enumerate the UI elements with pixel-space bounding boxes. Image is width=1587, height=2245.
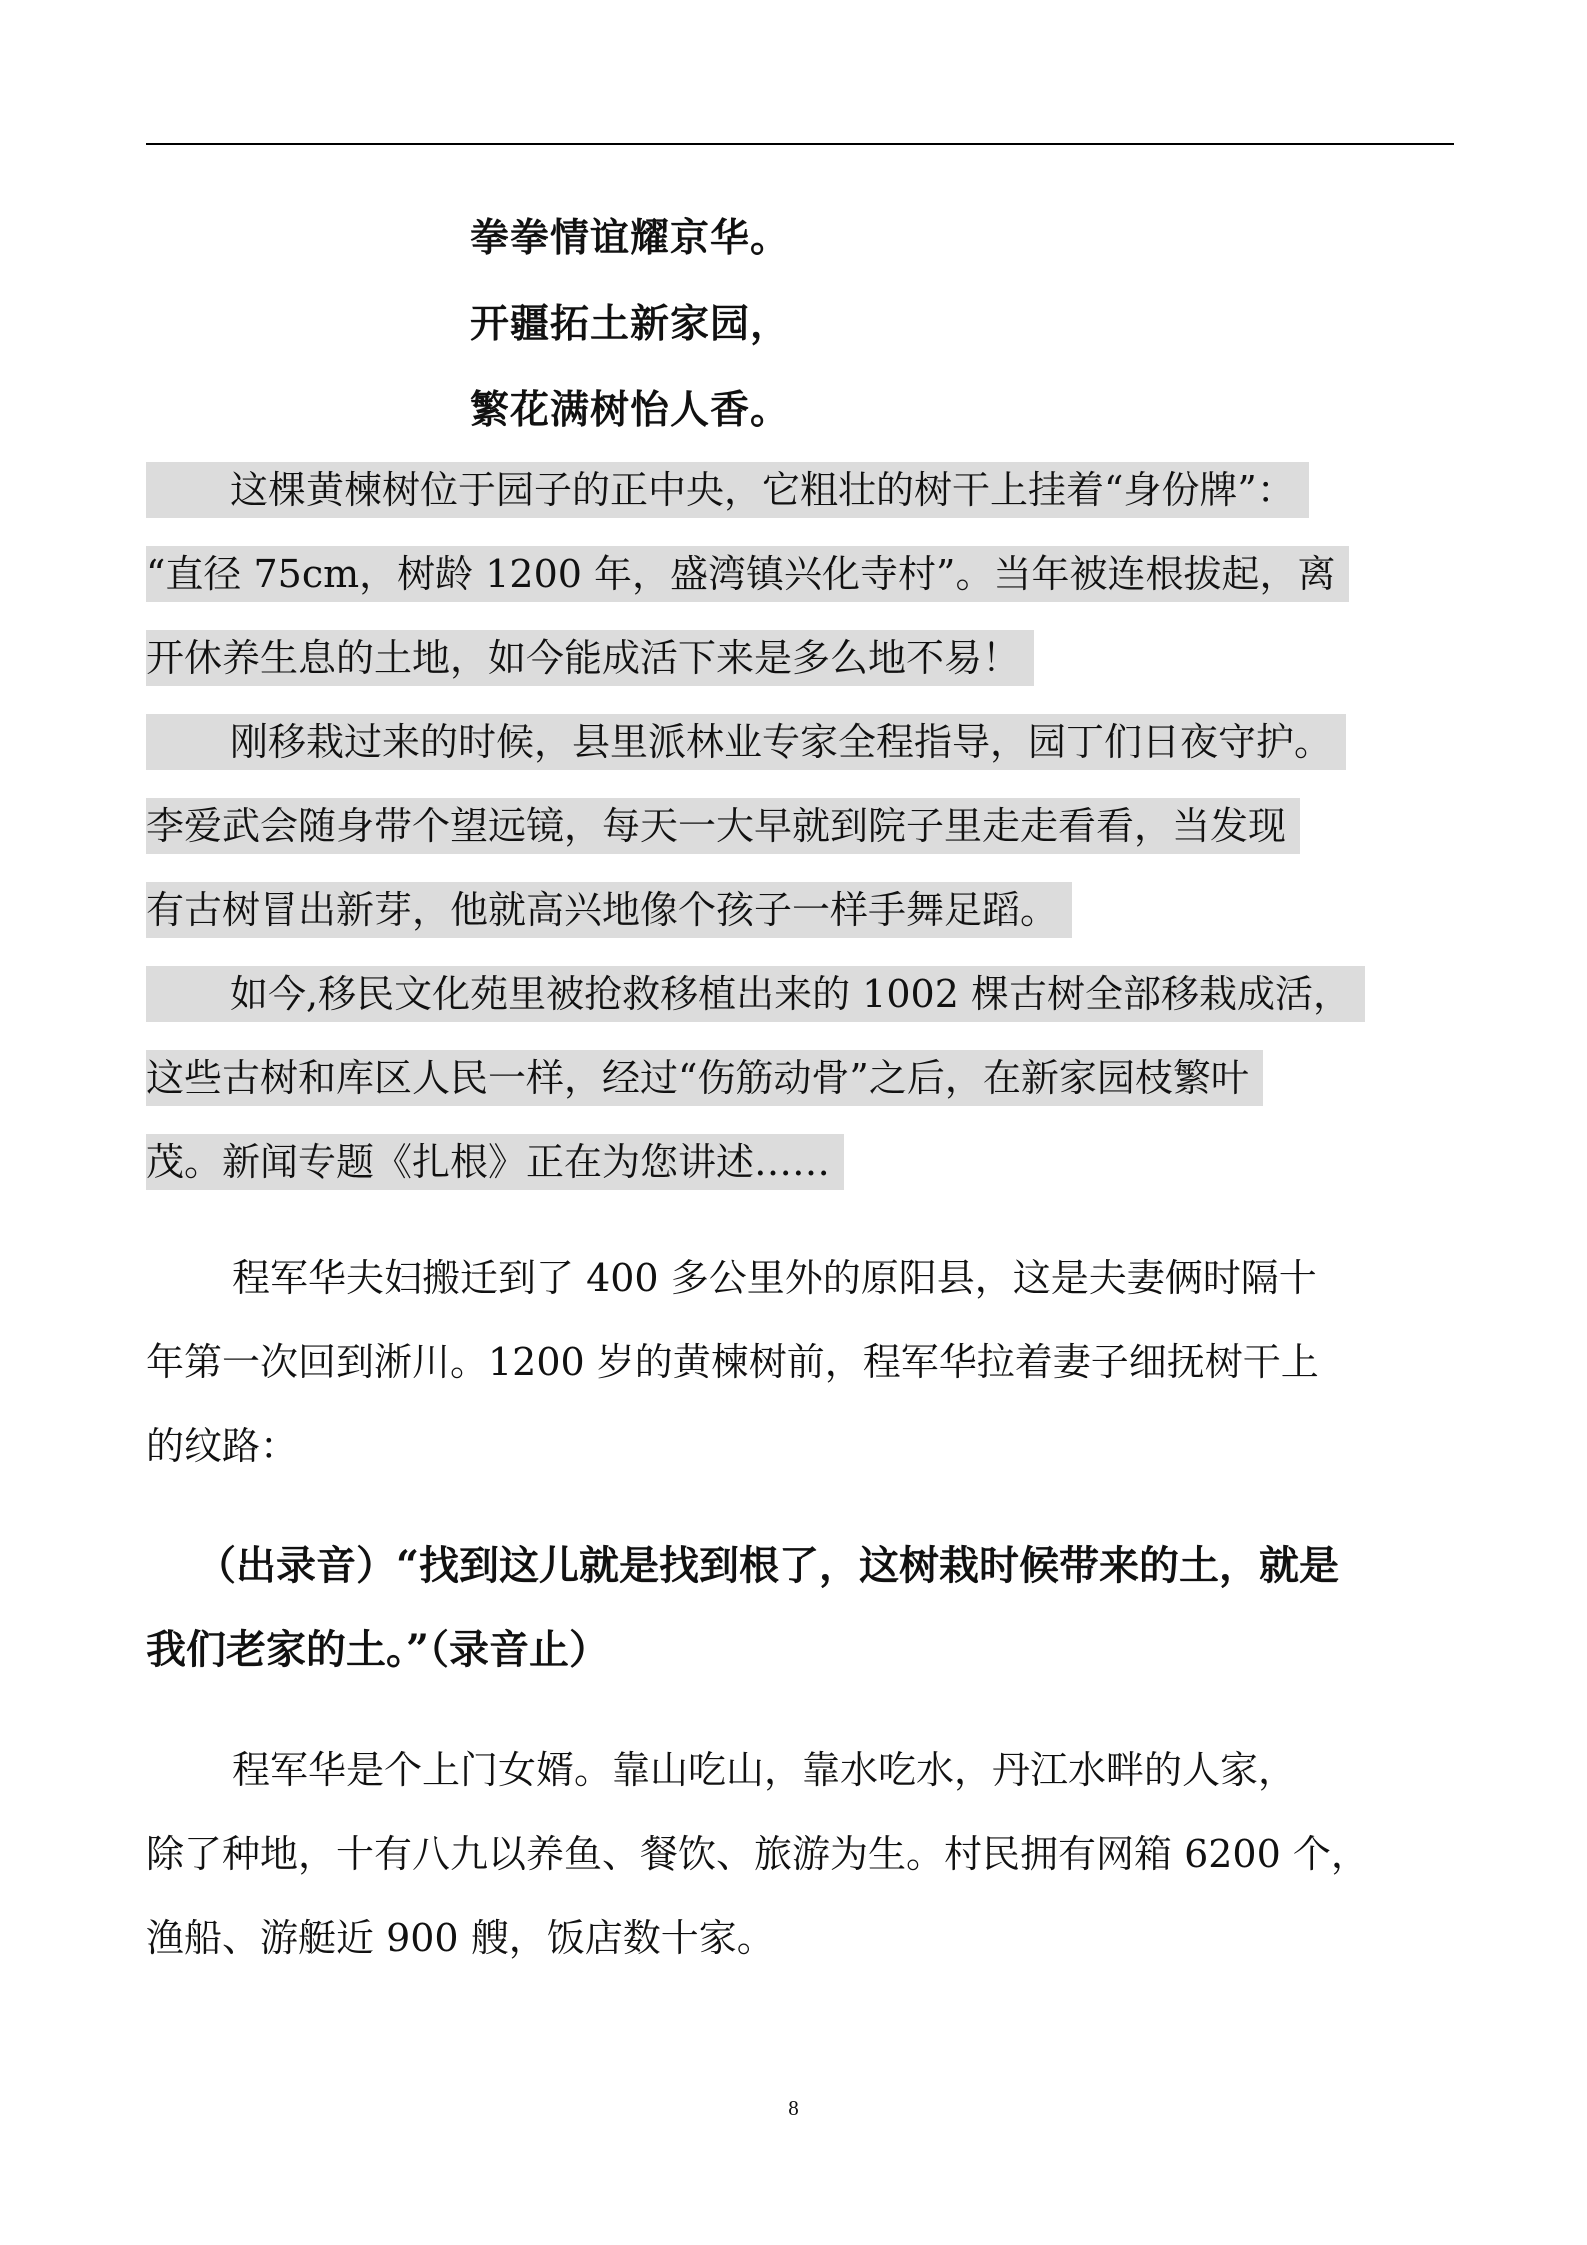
paragraph-line: [146, 868, 1346, 952]
page-number: 8: [788, 2096, 799, 2120]
paragraph-line: [146, 532, 1349, 616]
paragraph-line-text: 开休养生息的土地，如今能成活下来是多么地不易！: [146, 630, 1034, 686]
paragraph-line-text: 刚移栽过来的时候，县里派林业专家全程指导，园丁们日夜守护。: [146, 714, 1346, 770]
paragraph-line: 程军华是个上门女婿。靠山吃山，靠水吃水，丹江水畔的人家，: [232, 1748, 1297, 1792]
quote-line: 我们老家的土。”（录音止）: [146, 1626, 610, 1673]
paragraph-line: 渔船、游艇近 900 艘，饭店数十家。: [146, 1916, 775, 1960]
recording-quote: [146, 1524, 1339, 1692]
paragraph-line-text: 有古树冒出新芽，他就高兴地像个孩子一样手舞足蹈。: [146, 882, 1072, 938]
paragraph-line: 的纹路：: [146, 1424, 299, 1468]
paragraph-line: [146, 700, 1346, 784]
paragraph-line: [146, 952, 1365, 1036]
paragraph-line: [146, 616, 1349, 700]
paragraph-line-text: 如今,移民文化苑里被抢救移植出来的 1002 棵古树全部移栽成活，: [146, 966, 1365, 1022]
paragraph-line-text: 李爱武会随身带个望远镜，每天一大早就到院子里走走看看，当发现: [146, 798, 1300, 854]
paragraph-line: [146, 784, 1346, 868]
paragraph-line: [146, 448, 1349, 532]
highlighted-paragraph-2: [146, 700, 1346, 952]
paragraph-line-text: “直径 75cm，树龄 1200 年，盛湾镇兴化寺村”。当年被连根拔起，离: [146, 546, 1349, 602]
poem-line: 繁花满树怡人香。: [470, 387, 791, 433]
paragraph-line: 除了种地，十有八九以养鱼、餐饮、旅游为生。村民拥有网箱 6200 个，: [146, 1832, 1369, 1876]
paragraph-line-text: 茂。新闻专题《扎根》正在为您讲述……: [146, 1134, 844, 1190]
poem: [470, 195, 790, 453]
highlighted-paragraph-3: [146, 952, 1365, 1204]
paragraph-line: 程军华夫妇搬迁到了 400 多公里外的原阳县，这是夫妻俩时隔十: [232, 1256, 1317, 1300]
paragraph-line: [146, 1036, 1365, 1120]
paragraph-line: [146, 1120, 1365, 1204]
poem-line: 开疆拓土新家园，: [470, 301, 791, 347]
paragraph-line-text: 这些古树和库区人民一样，经过“伤筋动骨”之后，在新家园枝繁叶: [146, 1050, 1263, 1106]
poem-line: 拳拳情谊耀京华。: [470, 215, 791, 261]
paragraph-5: [146, 1728, 1369, 1980]
paragraph-4: [146, 1236, 1319, 1488]
quote-line: （出录音）“找到这儿就是找到根了，这树栽时候带来的土，就是: [196, 1542, 1340, 1589]
header-rule: [146, 143, 1454, 145]
highlighted-paragraph-1: [146, 448, 1349, 700]
paragraph-line-text: 这棵黄楝树位于园子的正中央，它粗壮的树干上挂着“身份牌”：: [146, 462, 1309, 518]
paragraph-line: 年第一次回到淅川。1200 岁的黄楝树前，程军华拉着妻子细抚树干上: [146, 1340, 1319, 1384]
